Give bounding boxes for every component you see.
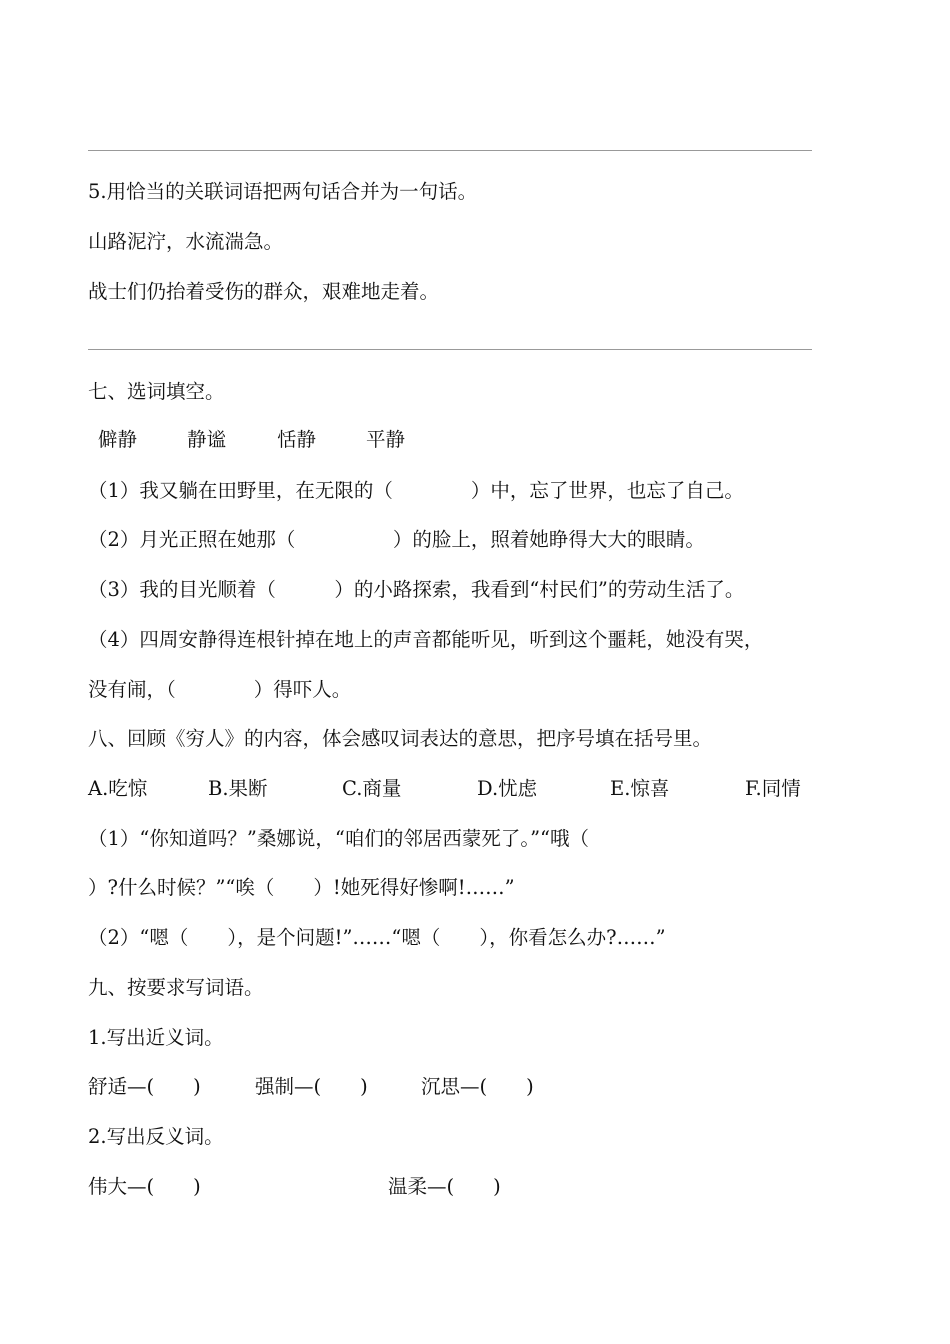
sec7-title: 七、选词填空。 (88, 380, 225, 403)
choice-option: A.吃惊 (88, 777, 148, 800)
word-option: 恬静 (277, 428, 317, 451)
sec8-line-1: （1）“你知道吗？”桑娜说，“咱们的邻居西蒙死了。”“哦（ (88, 827, 590, 850)
sec7-item-2: （2）月光正照在她那（ ）的脸上，照着她睁得大大的眼睛。 (88, 528, 705, 551)
sec9-title: 九、按要求写词语。 (88, 976, 264, 999)
sec7-item-4: （4）四周安静得连根针掉在地上的声音都能听见，听到这个噩耗，她没有哭， (88, 628, 764, 651)
sec8-line-2: ）?什么时候？”“唉（ ）!她死得好惨啊!……” (88, 876, 515, 899)
word-option: 僻静 (98, 428, 138, 451)
synonym-item: 沉思—( ) (421, 1075, 534, 1098)
q5-sentence-2: 战士们仍抬着受伤的群众，艰难地走着。 (88, 280, 440, 303)
synonym-item: 舒适—( ) (88, 1075, 201, 1098)
choice-option: E.惊喜 (610, 777, 670, 800)
sec9-sub2: 2.写出反义词。 (88, 1125, 224, 1148)
choice-option: B.果断 (208, 777, 268, 800)
sec8-title: 八、回顾《穷人》的内容，体会感叹词表达的意思，把序号填在括号里。 (88, 727, 713, 750)
sec7-word-bank (88, 427, 788, 453)
sec7-item-1: （1）我又躺在田野里，在无限的（ ）中，忘了世界，也忘了自己。 (88, 479, 744, 502)
choice-option: F.同情 (745, 777, 801, 800)
word-option: 静谧 (187, 428, 227, 451)
synonym-item: 强制—( ) (255, 1075, 368, 1098)
choice-option: D.忧虑 (477, 777, 538, 800)
antonym-item: 伟大—( ) (88, 1175, 201, 1198)
antonym-item: 温柔—( ) (388, 1175, 501, 1198)
word-option: 平静 (366, 428, 406, 451)
sec8-options (88, 776, 848, 802)
answer-line (88, 349, 812, 350)
sec7-item-4-cont: 没有闹，（ ）得吓人。 (88, 678, 352, 701)
answer-line (88, 150, 812, 151)
synonym-row (88, 1074, 688, 1100)
sec8-line-3: （2）“嗯（ ），是个问题!”……“嗯（ ），你看怎么办?……” (88, 926, 666, 949)
q5-title: 5.用恰当的关联词语把两句话合并为一句话。 (88, 180, 478, 203)
antonym-row (88, 1174, 688, 1200)
choice-option: C.商量 (342, 777, 402, 800)
sec9-sub1: 1.写出近义词。 (88, 1026, 224, 1049)
q5-sentence-1: 山路泥泞，水流湍急。 (88, 230, 284, 253)
sec7-item-3: （3）我的目光顺着（ ）的小路探索，我看到“村民们”的劳动生活了。 (88, 578, 745, 601)
